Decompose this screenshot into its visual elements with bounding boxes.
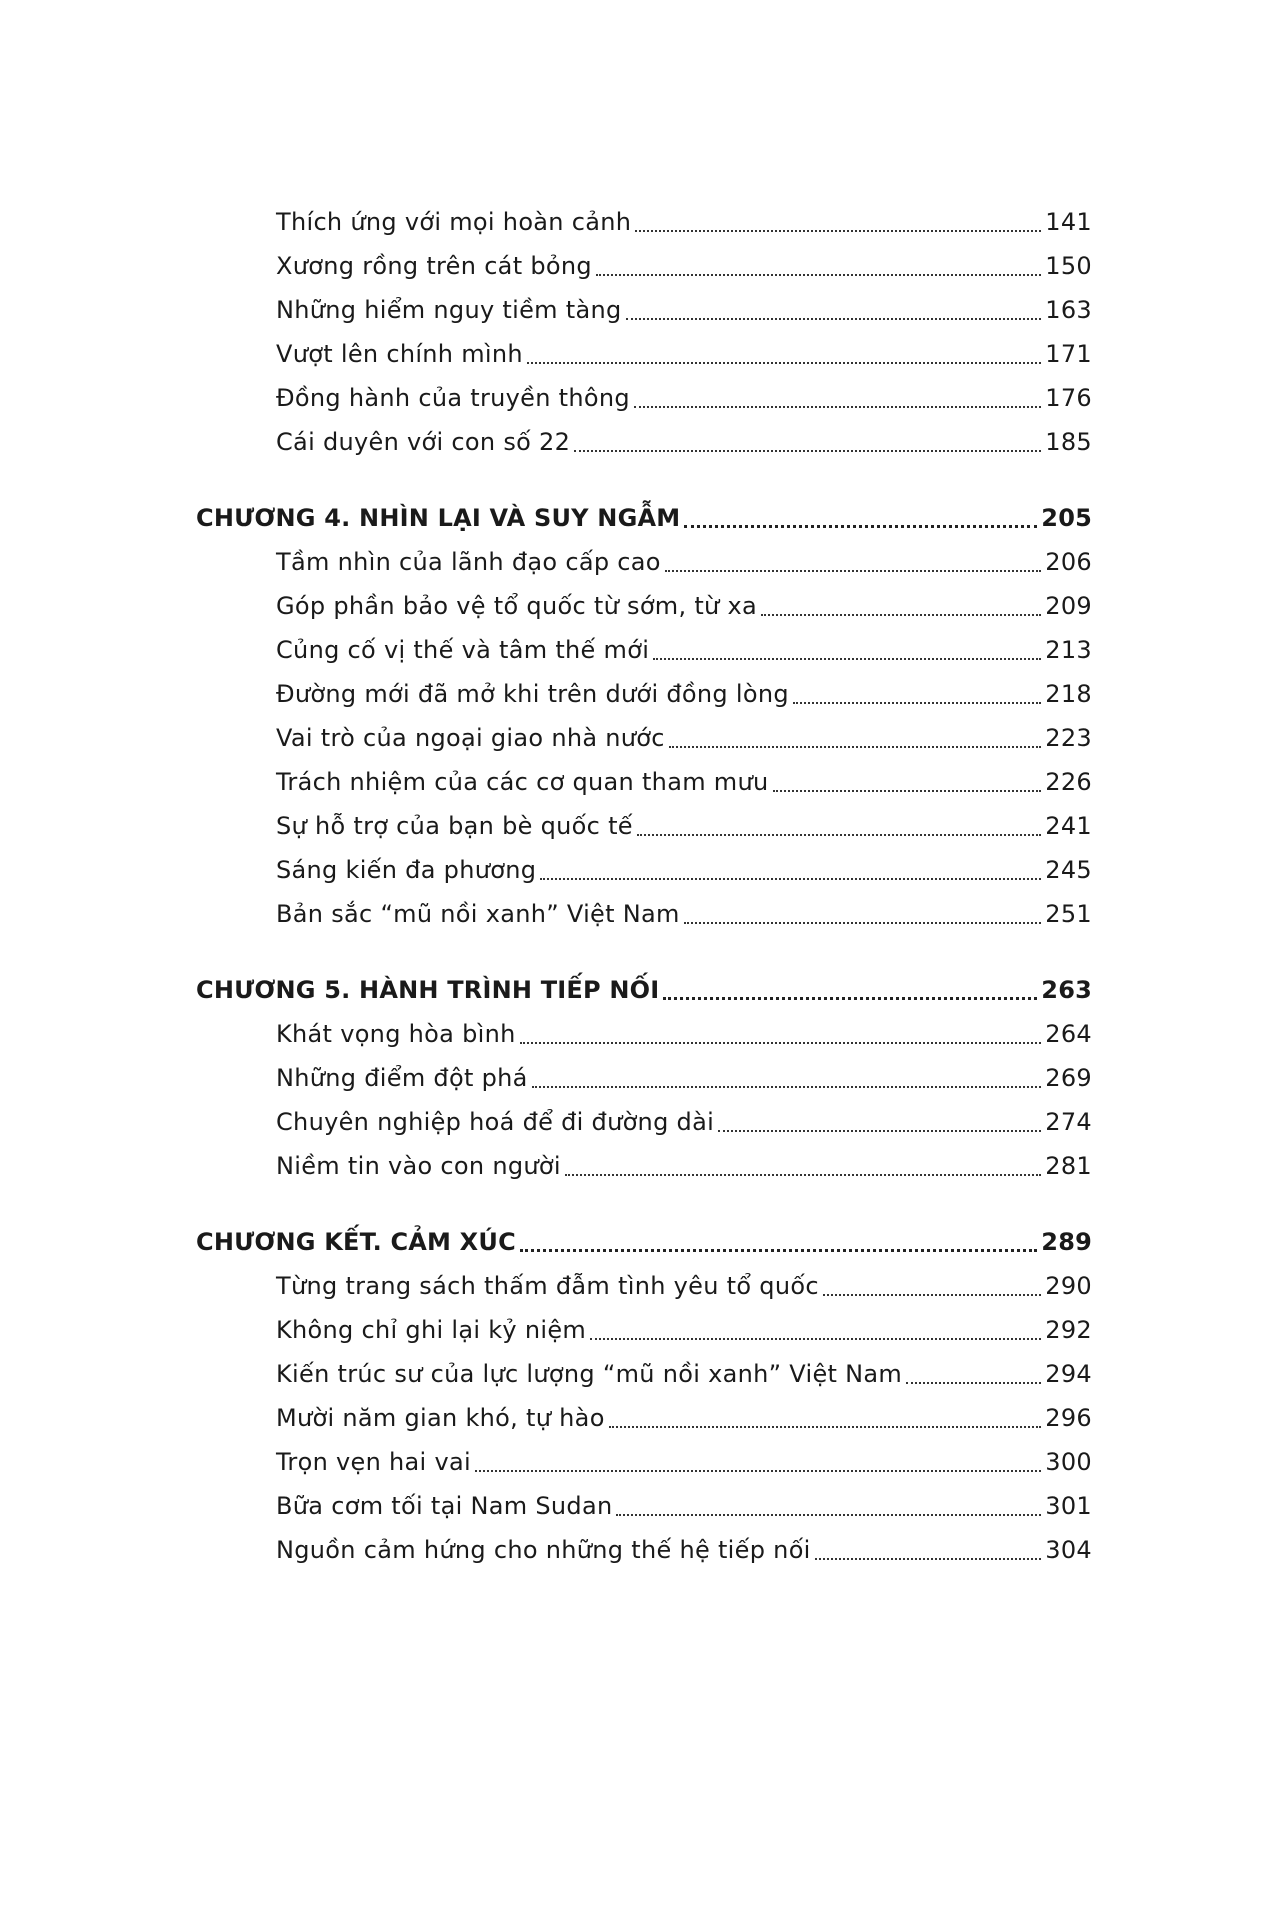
toc-page-number: 223 [1045, 724, 1092, 752]
toc-entry [196, 1396, 1092, 1440]
toc-entry [196, 804, 1092, 848]
toc-entry-title: Khát vọng hòa bình [276, 1020, 516, 1048]
dot-leader [793, 702, 1041, 704]
toc-entry-title: Chuyên nghiệp hoá để đi đường dài [276, 1108, 715, 1136]
toc-entry [196, 1100, 1092, 1144]
toc-entry-title: Sự hỗ trợ của bạn bè quốc tế [276, 812, 633, 840]
toc-page-number: 185 [1045, 428, 1092, 456]
toc-page-number: 245 [1045, 856, 1092, 884]
toc-chapter-heading [196, 496, 1092, 540]
toc-page-number: 206 [1045, 548, 1092, 576]
toc-entry [196, 1308, 1092, 1352]
toc-entry [196, 1528, 1092, 1572]
toc-page-number: 269 [1045, 1064, 1092, 1092]
toc-page-number: 294 [1045, 1360, 1092, 1388]
dot-leader [663, 997, 1037, 1000]
toc-page-number: 281 [1045, 1152, 1092, 1180]
toc-entry-title: Bữa cơm tối tại Nam Sudan [276, 1492, 613, 1520]
toc-entry [196, 420, 1092, 464]
dot-leader [616, 1514, 1041, 1516]
toc-entry-title: Đường mới đã mở khi trên dưới đồng lòng [276, 680, 789, 708]
dot-leader [637, 834, 1041, 836]
toc-entry [196, 244, 1092, 288]
toc-entry [196, 848, 1092, 892]
toc-entry [196, 716, 1092, 760]
dot-leader [475, 1470, 1041, 1472]
toc-entry-title: Không chỉ ghi lại kỷ niệm [276, 1316, 587, 1344]
toc-page-number: 141 [1045, 208, 1092, 236]
toc-page-number: 289 [1041, 1228, 1092, 1256]
toc-page-number: 304 [1045, 1536, 1092, 1564]
toc-chapter-heading [196, 968, 1092, 1012]
toc-page-number: 251 [1045, 900, 1092, 928]
toc-page-number: 290 [1045, 1272, 1092, 1300]
dot-leader [684, 922, 1042, 924]
dot-leader [653, 658, 1041, 660]
toc-entry [196, 760, 1092, 804]
dot-leader [520, 1042, 1042, 1044]
toc-entry [196, 584, 1092, 628]
toc-entry [196, 1056, 1092, 1100]
toc-entry [196, 1012, 1092, 1056]
toc-page-number: 150 [1045, 252, 1092, 280]
toc-entry-title: Những điểm đột phá [276, 1064, 528, 1092]
toc-page-number: 274 [1045, 1108, 1092, 1136]
toc-entry-title: Củng cố vị thế và tâm thế mới [276, 636, 650, 664]
toc-entry [196, 892, 1092, 936]
dot-leader [609, 1426, 1042, 1428]
dot-leader [540, 878, 1041, 880]
dot-leader [823, 1294, 1041, 1296]
toc-entry-title: Kiến trúc sư của lực lượng “mũ nồi xanh” Việt Nam [276, 1360, 903, 1388]
toc-entry-title: CHƯƠNG 4. NHÌN LẠI VÀ SUY NGẪM [196, 504, 681, 532]
toc-entry [196, 628, 1092, 672]
toc-page-number: 163 [1045, 296, 1092, 324]
toc-entry [196, 1264, 1092, 1308]
toc-chapter-heading [196, 1220, 1092, 1264]
toc-entry-title: Đồng hành của truyền thông [276, 384, 630, 412]
dot-leader [684, 525, 1037, 528]
toc-entry-title: Cái duyên với con số 22 [276, 428, 571, 456]
dot-leader [565, 1174, 1041, 1176]
toc-entry-title: Thích ứng với mọi hoàn cảnh [276, 208, 632, 236]
toc-entry [196, 200, 1092, 244]
toc-page-number: 226 [1045, 768, 1092, 796]
toc-entry [196, 288, 1092, 332]
dot-leader [596, 274, 1041, 276]
toc-entry [196, 1144, 1092, 1188]
toc-entry-title: Vai trò của ngoại giao nhà nước [276, 724, 665, 752]
toc-page-number: 300 [1045, 1448, 1092, 1476]
dot-leader [665, 570, 1042, 572]
dot-leader [590, 1338, 1041, 1340]
dot-leader [520, 1249, 1037, 1252]
toc-entry [196, 1440, 1092, 1484]
toc-entry-title: Góp phần bảo vệ tổ quốc từ sớm, từ xa [276, 592, 757, 620]
toc-entry-title: Nguồn cảm hứng cho những thế hệ tiếp nối [276, 1536, 811, 1564]
table-of-contents [196, 200, 1092, 1572]
toc-entry [196, 376, 1092, 420]
toc-entry-title: Sáng kiến đa phương [276, 856, 537, 884]
dot-leader [761, 614, 1041, 616]
toc-entry-title: Bản sắc “mũ nồi xanh” Việt Nam [276, 900, 680, 928]
dot-leader [574, 450, 1041, 452]
toc-entry-title: Vượt lên chính mình [276, 340, 523, 368]
toc-page-number: 213 [1045, 636, 1092, 664]
toc-page-number: 241 [1045, 812, 1092, 840]
toc-entry-title: Xương rồng trên cát bỏng [276, 252, 592, 280]
toc-page-number: 264 [1045, 1020, 1092, 1048]
toc-page-number: 263 [1041, 976, 1092, 1004]
toc-page-number: 176 [1045, 384, 1092, 412]
toc-entry-title: Từng trang sách thấm đẫm tình yêu tổ quốc [276, 1272, 819, 1300]
toc-entry-title: Trọn vẹn hai vai [276, 1448, 471, 1476]
toc-entry-title: CHƯƠNG KẾT. CẢM XÚC [196, 1228, 516, 1256]
toc-page-number: 218 [1045, 680, 1092, 708]
toc-page-number: 205 [1041, 504, 1092, 532]
dot-leader [527, 362, 1041, 364]
dot-leader [718, 1130, 1041, 1132]
toc-entry-title: Trách nhiệm của các cơ quan tham mưu [276, 768, 769, 796]
toc-entry-title: Những hiểm nguy tiềm tàng [276, 296, 622, 324]
toc-entry-title: Mười năm gian khó, tự hào [276, 1404, 605, 1432]
toc-page-number: 209 [1045, 592, 1092, 620]
toc-entry [196, 1352, 1092, 1396]
toc-entry [196, 1484, 1092, 1528]
toc-entry-title: Tầm nhìn của lãnh đạo cấp cao [276, 548, 661, 576]
toc-entry [196, 332, 1092, 376]
dot-leader [669, 746, 1042, 748]
toc-page-number: 292 [1045, 1316, 1092, 1344]
dot-leader [635, 230, 1041, 232]
dot-leader [906, 1382, 1041, 1384]
dot-leader [773, 790, 1042, 792]
dot-leader [634, 406, 1041, 408]
toc-page-number: 301 [1045, 1492, 1092, 1520]
toc-entry-title: CHƯƠNG 5. HÀNH TRÌNH TIẾP NỐI [196, 976, 660, 1004]
toc-page-number: 171 [1045, 340, 1092, 368]
dot-leader [626, 318, 1042, 320]
toc-entry-title: Niềm tin vào con người [276, 1152, 561, 1180]
dot-leader [532, 1086, 1042, 1088]
toc-page-number: 296 [1045, 1404, 1092, 1432]
dot-leader [815, 1558, 1042, 1560]
toc-entry [196, 672, 1092, 716]
toc-entry [196, 540, 1092, 584]
